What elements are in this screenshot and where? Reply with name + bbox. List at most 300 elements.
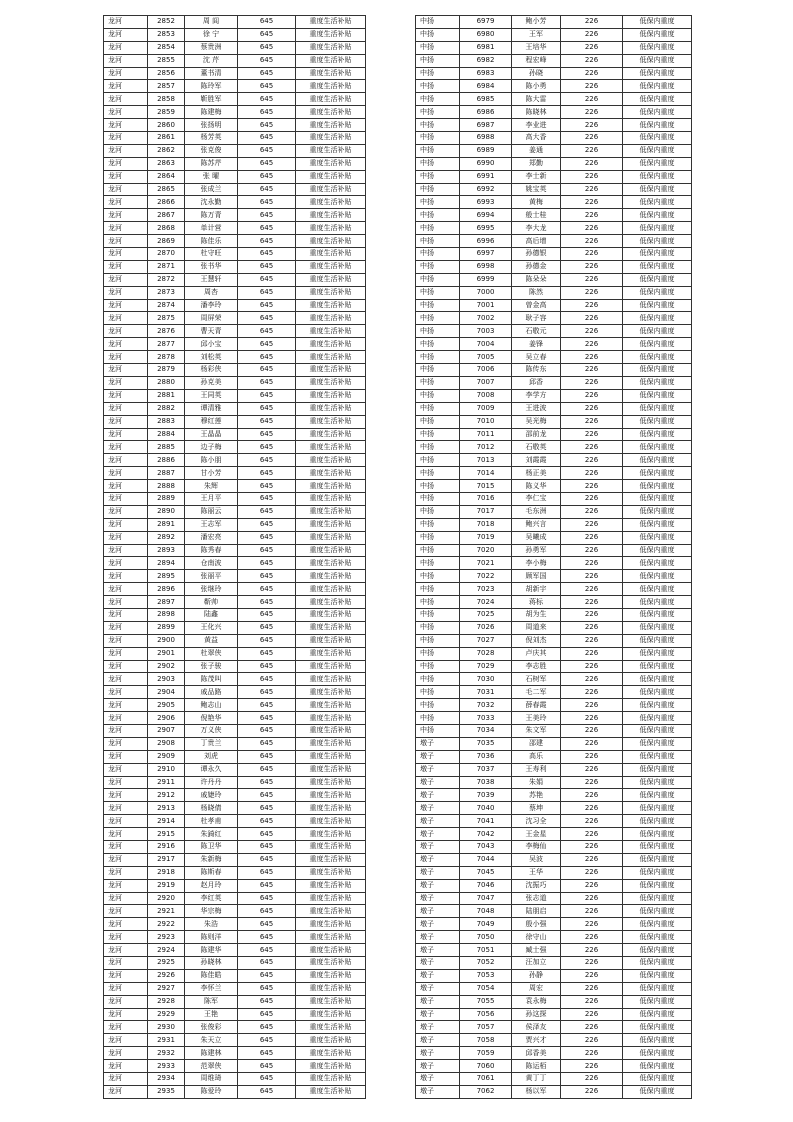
town-cell: 墩子	[416, 982, 460, 995]
category-cell: 重度生活补贴	[296, 763, 366, 776]
name-cell: 吴立春	[512, 351, 561, 364]
serial-number-cell: 2904	[148, 686, 185, 699]
name-cell: 张俊彩	[185, 1021, 238, 1034]
serial-number-cell: 7038	[460, 776, 512, 789]
serial-number-cell: 7013	[460, 454, 512, 467]
serial-number-cell: 7032	[460, 699, 512, 712]
category-cell: 重度生活补贴	[296, 260, 366, 273]
table-row	[104, 918, 366, 931]
amount-cell: 645	[238, 222, 296, 235]
amount-cell: 226	[561, 132, 623, 145]
town-cell: 龙河	[104, 248, 148, 261]
category-cell: 重度生活补贴	[296, 969, 366, 982]
serial-number-cell: 7048	[460, 905, 512, 918]
table-row	[104, 776, 366, 789]
serial-number-cell: 2915	[148, 828, 185, 841]
name-cell: 张 曜	[185, 170, 238, 183]
serial-number-cell: 2889	[148, 492, 185, 505]
town-cell: 龙河	[104, 260, 148, 273]
table-row	[104, 1085, 366, 1098]
table-row	[104, 80, 366, 93]
serial-number-cell: 6999	[460, 273, 512, 286]
town-cell: 龙河	[104, 544, 148, 557]
serial-number-cell: 2890	[148, 505, 185, 518]
table-row	[104, 699, 366, 712]
name-cell: 孙晓林	[185, 957, 238, 970]
category-cell: 低保内重度	[623, 905, 692, 918]
serial-number-cell: 7000	[460, 286, 512, 299]
serial-number-cell: 7058	[460, 1034, 512, 1047]
name-cell: 鲍兴言	[512, 518, 561, 531]
town-cell: 中扬	[416, 544, 460, 557]
category-cell: 重度生活补贴	[296, 338, 366, 351]
town-cell: 龙河	[104, 157, 148, 170]
table-row	[104, 106, 366, 119]
category-cell: 重度生活补贴	[296, 647, 366, 660]
category-cell: 低保内重度	[623, 54, 692, 67]
serial-number-cell: 2860	[148, 119, 185, 132]
category-cell: 重度生活补贴	[296, 119, 366, 132]
category-cell: 低保内重度	[623, 866, 692, 879]
town-cell: 龙河	[104, 686, 148, 699]
serial-number-cell: 7008	[460, 389, 512, 402]
name-cell: 张扬明	[185, 119, 238, 132]
name-cell: 王艳	[185, 1008, 238, 1021]
category-cell: 低保内重度	[623, 699, 692, 712]
name-cell: 苏艳	[512, 789, 561, 802]
town-cell: 中扬	[416, 157, 460, 170]
amount-cell: 645	[238, 299, 296, 312]
table-row	[416, 1073, 692, 1086]
name-cell: 鲍志山	[185, 699, 238, 712]
category-cell: 重度生活补贴	[296, 957, 366, 970]
town-cell: 中扬	[416, 299, 460, 312]
serial-number-cell: 2883	[148, 415, 185, 428]
table-row	[104, 673, 366, 686]
serial-number-cell: 7031	[460, 686, 512, 699]
amount-cell: 226	[561, 325, 623, 338]
serial-number-cell: 2925	[148, 957, 185, 970]
serial-number-cell: 7029	[460, 660, 512, 673]
serial-number-cell: 2879	[148, 364, 185, 377]
table-row	[416, 132, 692, 145]
town-cell: 墩子	[416, 763, 460, 776]
table-row	[416, 273, 692, 286]
town-cell: 龙河	[104, 325, 148, 338]
table-row	[416, 260, 692, 273]
amount-cell: 226	[561, 260, 623, 273]
amount-cell: 645	[238, 67, 296, 80]
name-cell: 仓南波	[185, 557, 238, 570]
table-row	[416, 402, 692, 415]
category-cell: 低保内重度	[623, 41, 692, 54]
name-cell: 戚婕玲	[185, 789, 238, 802]
category-cell: 重度生活补贴	[296, 712, 366, 725]
category-cell: 重度生活补贴	[296, 724, 366, 737]
table-row	[416, 415, 692, 428]
serial-number-cell: 7040	[460, 802, 512, 815]
town-cell: 龙河	[104, 982, 148, 995]
table-row	[104, 1060, 366, 1073]
table-row	[104, 737, 366, 750]
table-row	[416, 54, 692, 67]
name-cell: 李仁宝	[512, 492, 561, 505]
serial-number-cell: 2921	[148, 905, 185, 918]
category-cell: 重度生活补贴	[296, 995, 366, 1008]
amount-cell: 645	[238, 415, 296, 428]
amount-cell: 226	[561, 222, 623, 235]
town-cell: 龙河	[104, 209, 148, 222]
category-cell: 重度生活补贴	[296, 312, 366, 325]
amount-cell: 645	[238, 841, 296, 854]
table-row	[416, 1047, 692, 1060]
serial-number-cell: 2906	[148, 712, 185, 725]
name-cell: 袁永梅	[512, 995, 561, 1008]
table-row	[416, 544, 692, 557]
table-row	[416, 119, 692, 132]
table-row	[416, 222, 692, 235]
table-row	[104, 1008, 366, 1021]
right-roster-table	[415, 15, 692, 1099]
serial-number-cell: 7004	[460, 338, 512, 351]
town-cell: 龙河	[104, 957, 148, 970]
table-row	[104, 905, 366, 918]
name-cell: 王化兴	[185, 621, 238, 634]
amount-cell: 226	[561, 441, 623, 454]
category-cell: 重度生活补贴	[296, 16, 366, 29]
town-cell: 墩子	[416, 841, 460, 854]
town-cell: 龙河	[104, 441, 148, 454]
town-cell: 龙河	[104, 905, 148, 918]
serial-number-cell: 6994	[460, 209, 512, 222]
town-cell: 龙河	[104, 454, 148, 467]
serial-number-cell: 6988	[460, 132, 512, 145]
name-cell: 李红英	[185, 892, 238, 905]
name-cell: 杨彩侠	[185, 364, 238, 377]
amount-cell: 645	[238, 969, 296, 982]
amount-cell: 645	[238, 583, 296, 596]
town-cell: 龙河	[104, 16, 148, 29]
name-cell: 戚品路	[185, 686, 238, 699]
name-cell: 贾兴才	[512, 1034, 561, 1047]
table-row	[416, 660, 692, 673]
name-cell: 卢庆其	[512, 647, 561, 660]
town-cell: 龙河	[104, 402, 148, 415]
table-row	[104, 364, 366, 377]
category-cell: 低保内重度	[623, 957, 692, 970]
name-cell: 孙克美	[185, 376, 238, 389]
category-cell: 重度生活补贴	[296, 1021, 366, 1034]
town-cell: 中扬	[416, 441, 460, 454]
amount-cell: 226	[561, 944, 623, 957]
amount-cell: 226	[561, 982, 623, 995]
amount-cell: 645	[238, 660, 296, 673]
amount-cell: 645	[238, 16, 296, 29]
table-row	[104, 196, 366, 209]
town-cell: 龙河	[104, 41, 148, 54]
table-row	[104, 879, 366, 892]
amount-cell: 226	[561, 376, 623, 389]
category-cell: 低保内重度	[623, 415, 692, 428]
amount-cell: 645	[238, 608, 296, 621]
category-cell: 低保内重度	[623, 995, 692, 1008]
table-row	[104, 841, 366, 854]
serial-number-cell: 7049	[460, 918, 512, 931]
serial-number-cell: 2864	[148, 170, 185, 183]
table-row	[416, 776, 692, 789]
left-roster-table	[103, 15, 366, 1099]
town-cell: 龙河	[104, 518, 148, 531]
town-cell: 龙河	[104, 119, 148, 132]
category-cell: 低保内重度	[623, 312, 692, 325]
town-cell: 中扬	[416, 235, 460, 248]
serial-number-cell: 2876	[148, 325, 185, 338]
table-row	[104, 93, 366, 106]
category-cell: 重度生活补贴	[296, 1085, 366, 1098]
table-row	[416, 325, 692, 338]
name-cell: 王寿利	[512, 763, 561, 776]
serial-number-cell: 7006	[460, 364, 512, 377]
name-cell: 邵建	[512, 737, 561, 750]
name-cell: 李怀兰	[185, 982, 238, 995]
category-cell: 重度生活补贴	[296, 608, 366, 621]
amount-cell: 645	[238, 157, 296, 170]
name-cell: 吴波	[512, 853, 561, 866]
category-cell: 低保内重度	[623, 119, 692, 132]
town-cell: 中扬	[416, 93, 460, 106]
name-cell: 邱香	[512, 376, 561, 389]
town-cell: 墩子	[416, 879, 460, 892]
town-cell: 龙河	[104, 312, 148, 325]
name-cell: 臧士强	[512, 944, 561, 957]
name-cell: 周 闾	[185, 16, 238, 29]
name-cell: 陈万青	[185, 209, 238, 222]
town-cell: 龙河	[104, 1008, 148, 1021]
town-cell: 中扬	[416, 518, 460, 531]
amount-cell: 645	[238, 570, 296, 583]
serial-number-cell: 2900	[148, 634, 185, 647]
town-cell: 龙河	[104, 183, 148, 196]
amount-cell: 226	[561, 1034, 623, 1047]
category-cell: 低保内重度	[623, 492, 692, 505]
category-cell: 低保内重度	[623, 712, 692, 725]
serial-number-cell: 7045	[460, 866, 512, 879]
name-cell: 陈大雷	[512, 93, 561, 106]
table-row	[416, 750, 692, 763]
town-cell: 中扬	[416, 596, 460, 609]
serial-number-cell: 7054	[460, 982, 512, 995]
amount-cell: 226	[561, 570, 623, 583]
serial-number-cell: 7037	[460, 763, 512, 776]
name-cell: 穆红莲	[185, 415, 238, 428]
name-cell: 周道来	[512, 621, 561, 634]
amount-cell: 226	[561, 1085, 623, 1098]
serial-number-cell: 2869	[148, 235, 185, 248]
serial-number-cell: 2866	[148, 196, 185, 209]
name-cell: 石树军	[512, 673, 561, 686]
serial-number-cell: 6992	[460, 183, 512, 196]
category-cell: 低保内重度	[623, 544, 692, 557]
town-cell: 中扬	[416, 531, 460, 544]
amount-cell: 645	[238, 750, 296, 763]
name-cell: 陈建梅	[185, 106, 238, 119]
table-row	[416, 518, 692, 531]
table-row	[104, 41, 366, 54]
name-cell: 李业进	[512, 119, 561, 132]
town-cell: 墩子	[416, 802, 460, 815]
table-row	[416, 1060, 692, 1073]
amount-cell: 226	[561, 1060, 623, 1073]
amount-cell: 226	[561, 802, 623, 815]
town-cell: 墩子	[416, 1060, 460, 1073]
table-row	[416, 1008, 692, 1021]
category-cell: 低保内重度	[623, 1073, 692, 1086]
name-cell: 王慧轩	[185, 273, 238, 286]
serial-number-cell: 7021	[460, 557, 512, 570]
serial-number-cell: 7012	[460, 441, 512, 454]
town-cell: 龙河	[104, 132, 148, 145]
category-cell: 重度生活补贴	[296, 815, 366, 828]
amount-cell: 645	[238, 957, 296, 970]
table-row	[104, 157, 366, 170]
amount-cell: 645	[238, 260, 296, 273]
table-row	[104, 995, 366, 1008]
table-row	[416, 1021, 692, 1034]
town-cell: 墩子	[416, 789, 460, 802]
table-row	[416, 673, 692, 686]
table-row	[416, 557, 692, 570]
amount-cell: 645	[238, 866, 296, 879]
town-cell: 中扬	[416, 28, 460, 41]
name-cell: 陈军	[185, 995, 238, 1008]
category-cell: 低保内重度	[623, 596, 692, 609]
serial-number-cell: 2903	[148, 673, 185, 686]
name-cell: 曾金高	[512, 299, 561, 312]
category-cell: 重度生活补贴	[296, 454, 366, 467]
town-cell: 龙河	[104, 673, 148, 686]
table-row	[104, 144, 366, 157]
serial-number-cell: 7025	[460, 608, 512, 621]
name-cell: 石敬元	[512, 325, 561, 338]
serial-number-cell: 6998	[460, 260, 512, 273]
town-cell: 中扬	[416, 402, 460, 415]
town-cell: 中扬	[416, 80, 460, 93]
town-cell: 中扬	[416, 209, 460, 222]
amount-cell: 645	[238, 982, 296, 995]
name-cell: 陈秀春	[185, 544, 238, 557]
category-cell: 低保内重度	[623, 480, 692, 493]
town-cell: 中扬	[416, 376, 460, 389]
town-cell: 墩子	[416, 1034, 460, 1047]
category-cell: 低保内重度	[623, 248, 692, 261]
name-cell: 谭清雅	[185, 402, 238, 415]
town-cell: 龙河	[104, 879, 148, 892]
amount-cell: 226	[561, 248, 623, 261]
serial-number-cell: 2891	[148, 518, 185, 531]
name-cell: 陈建华	[185, 944, 238, 957]
amount-cell: 226	[561, 660, 623, 673]
town-cell: 龙河	[104, 647, 148, 660]
amount-cell: 645	[238, 673, 296, 686]
name-cell: 华宗梅	[185, 905, 238, 918]
amount-cell: 645	[238, 1060, 296, 1073]
amount-cell: 645	[238, 776, 296, 789]
amount-cell: 226	[561, 480, 623, 493]
serial-number-cell: 7060	[460, 1060, 512, 1073]
amount-cell: 645	[238, 1021, 296, 1034]
table-row	[104, 273, 366, 286]
name-cell: 蒋标	[512, 596, 561, 609]
serial-number-cell: 2911	[148, 776, 185, 789]
serial-number-cell: 2875	[148, 312, 185, 325]
table-row	[416, 16, 692, 29]
table-row	[104, 557, 366, 570]
town-cell: 龙河	[104, 67, 148, 80]
table-row	[416, 621, 692, 634]
name-cell: 孙晓	[512, 67, 561, 80]
table-row	[104, 183, 366, 196]
amount-cell: 645	[238, 351, 296, 364]
table-row	[104, 724, 366, 737]
town-cell: 墩子	[416, 944, 460, 957]
amount-cell: 645	[238, 596, 296, 609]
category-cell: 低保内重度	[623, 750, 692, 763]
table-row	[104, 428, 366, 441]
town-cell: 中扬	[416, 454, 460, 467]
category-cell: 低保内重度	[623, 583, 692, 596]
category-cell: 低保内重度	[623, 828, 692, 841]
serial-number-cell: 6981	[460, 41, 512, 54]
town-cell: 中扬	[416, 260, 460, 273]
serial-number-cell: 2898	[148, 608, 185, 621]
serial-number-cell: 2899	[148, 621, 185, 634]
amount-cell: 645	[238, 441, 296, 454]
name-cell: 朱娟	[512, 776, 561, 789]
category-cell: 重度生活补贴	[296, 364, 366, 377]
category-cell: 重度生活补贴	[296, 944, 366, 957]
town-cell: 墩子	[416, 1047, 460, 1060]
name-cell: 般士桂	[512, 209, 561, 222]
town-cell: 中扬	[416, 364, 460, 377]
town-cell: 龙河	[104, 144, 148, 157]
category-cell: 低保内重度	[623, 196, 692, 209]
name-cell: 陈爱玲	[185, 1085, 238, 1098]
amount-cell: 226	[561, 750, 623, 763]
town-cell: 中扬	[416, 222, 460, 235]
table-row	[416, 712, 692, 725]
serial-number-cell: 2854	[148, 41, 185, 54]
category-cell: 低保内重度	[623, 853, 692, 866]
amount-cell: 226	[561, 699, 623, 712]
amount-cell: 226	[561, 557, 623, 570]
amount-cell: 645	[238, 273, 296, 286]
table-row	[104, 621, 366, 634]
table-row	[416, 196, 692, 209]
category-cell: 低保内重度	[623, 531, 692, 544]
amount-cell: 226	[561, 454, 623, 467]
town-cell: 墩子	[416, 853, 460, 866]
amount-cell: 645	[238, 312, 296, 325]
amount-cell: 645	[238, 557, 296, 570]
serial-number-cell: 7015	[460, 480, 512, 493]
amount-cell: 226	[561, 389, 623, 402]
serial-number-cell: 2905	[148, 699, 185, 712]
category-cell: 重度生活补贴	[296, 583, 366, 596]
name-cell: 朱錡红	[185, 828, 238, 841]
amount-cell: 645	[238, 686, 296, 699]
category-cell: 重度生活补贴	[296, 132, 366, 145]
name-cell: 王华	[512, 866, 561, 879]
